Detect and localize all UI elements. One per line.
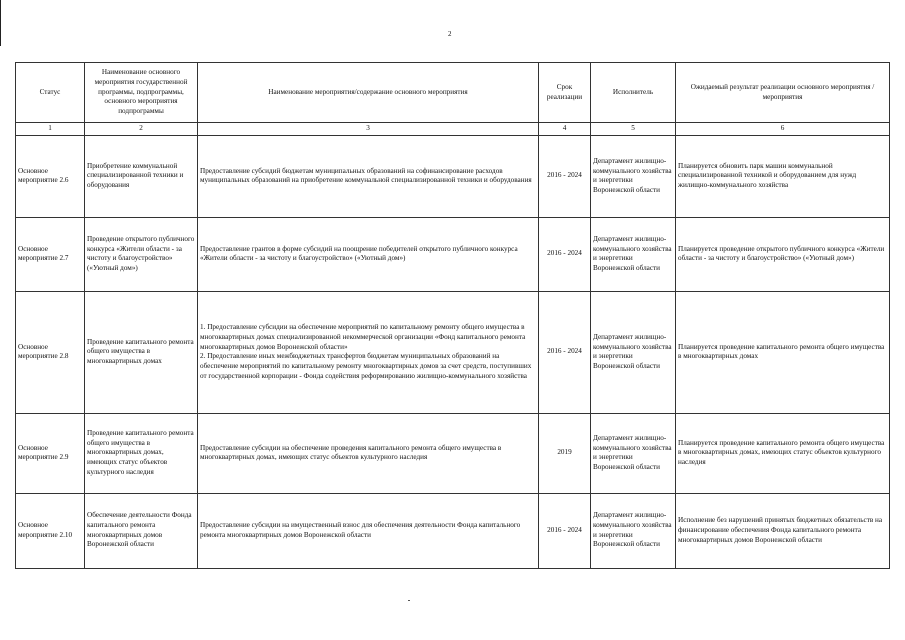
table-header-row [16,63,890,123]
header-expected-result: Ожидаемый результат реализации основного мероприятия /мероприятия [676,63,890,123]
row-term: 2019 [539,413,591,493]
row-term: 2016 - 2024 [539,493,591,568]
header-term: Срок реализации [539,63,591,123]
row-content: Предоставление субсидии на имущественный взнос для обеспечения деятельности Фонда капитального ремонта многоквартирных домов Воронежской области [198,493,539,568]
row-name: Приобретение коммунальной специализированной техники и оборудования [85,135,198,217]
header-main-activity-name: Наименование основного мероприятия государственной программы, подпрограммы, основного мероприятия подпрограммы [85,63,198,123]
column-numbers-row [16,123,890,136]
table-row [16,217,890,291]
row-executor: Департамент жилищно-коммунального хозяйства и энергетики Воронежской области [591,493,676,568]
table-row [16,291,890,413]
row-term: 2016 - 2024 [539,135,591,217]
column-number: 2 [85,123,198,136]
row-status: Основное мероприятие 2.9 [16,413,85,493]
column-number: 1 [16,123,85,136]
row-executor: Департамент жилищно-коммунального хозяйства и энергетики Воронежской области [591,135,676,217]
content-item: 2. Предоставление иных межбюджетных трансфертов бюджетам муниципальных образований на обеспечение мероприятий по капитальному ремонту многоквартирных домов за счет средств, поступивших от государственной корпорации - Фонда содействия реформированию жилищно-коммунального хозяйства [200,352,532,380]
margin-line [0,0,1,46]
page-number: 2 [448,30,452,38]
column-number: 5 [591,123,676,136]
row-content: Предоставление субсидий бюджетам муниципальных образований на софинансирование расходов муниципальных образований на приобретение коммунальной специализированной техники и оборудования [198,135,539,217]
program-activities-table [15,62,890,569]
row-name: Проведение капитального ремонта общего имущества в многоквартирных домах, имеющих статус объектов культурного наследия [85,413,198,493]
row-result: Планируется проведение открытого публичного конкурса «Жители области - за чистоту и благоустройство» («Уютный дом») [676,217,890,291]
table-row [16,413,890,493]
row-content [198,291,539,413]
scan-dot [408,600,410,601]
row-content: Предоставление грантов в форме субсидий на поощрение победителей открытого публичного конкурса «Жители области - за чистоту и благоустройство» («Уютный дом») [198,217,539,291]
row-result: Планируется обновить парк машин коммунальной специализированной техникой и оборудованием для нужд жилищно-коммунального хозяйства [676,135,890,217]
row-status: Основное мероприятие 2.7 [16,217,85,291]
content-item: 1. Предоставление субсидии на обеспечение мероприятий по капитальному ремонту общего имущества в многоквартирных домах специализированной некоммерческой организации «Фонд капитального ремонта многоквартирных домов Воронежской области» [200,323,526,351]
table-row [16,135,890,217]
header-status: Статус [16,63,85,123]
column-number: 3 [198,123,539,136]
row-result: Исполнение без нарушений принятых бюджетных обязательств на финансирование обеспечения Фонда капитального ремонта многоквартирных домов Воронежской области [676,493,890,568]
header-activity-content: Наименование мероприятия/содержание основного мероприятия [198,63,539,123]
row-term: 2016 - 2024 [539,291,591,413]
row-status: Основное мероприятие 2.10 [16,493,85,568]
column-number: 6 [676,123,890,136]
row-status: Основное мероприятие 2.6 [16,135,85,217]
row-term: 2016 - 2024 [539,217,591,291]
row-status: Основное мероприятие 2.8 [16,291,85,413]
row-name: Обеспечение деятельности Фонда капитального ремонта многоквартирных домов Воронежской области [85,493,198,568]
row-name: Проведение открытого публичного конкурса «Жители области - за чистоту и благоустройство» («Уютный дом») [85,217,198,291]
row-content: Предоставление субсидии на обеспечение проведения капитального ремонта общего имущества в многоквартирных домах, имеющих статус объектов культурного наследия [198,413,539,493]
row-executor: Департамент жилищно-коммунального хозяйства и энергетики Воронежской области [591,291,676,413]
header-executor: Исполнитель [591,63,676,123]
row-result: Планируется проведение капитального ремонта общего имущества в многоквартирных домах, имеющих статус объектов культурного наследия [676,413,890,493]
table-row [16,493,890,568]
row-result: Планируется проведение капитального ремонта общего имущества в многоквартирных домах [676,291,890,413]
column-number: 4 [539,123,591,136]
row-name: Проведение капитального ремонта общего имущества в многоквартирных домах [85,291,198,413]
row-executor: Департамент жилищно-коммунального хозяйства и энергетики Воронежской области [591,413,676,493]
row-executor: Департамент жилищно-коммунального хозяйства и энергетики Воронежской области [591,217,676,291]
